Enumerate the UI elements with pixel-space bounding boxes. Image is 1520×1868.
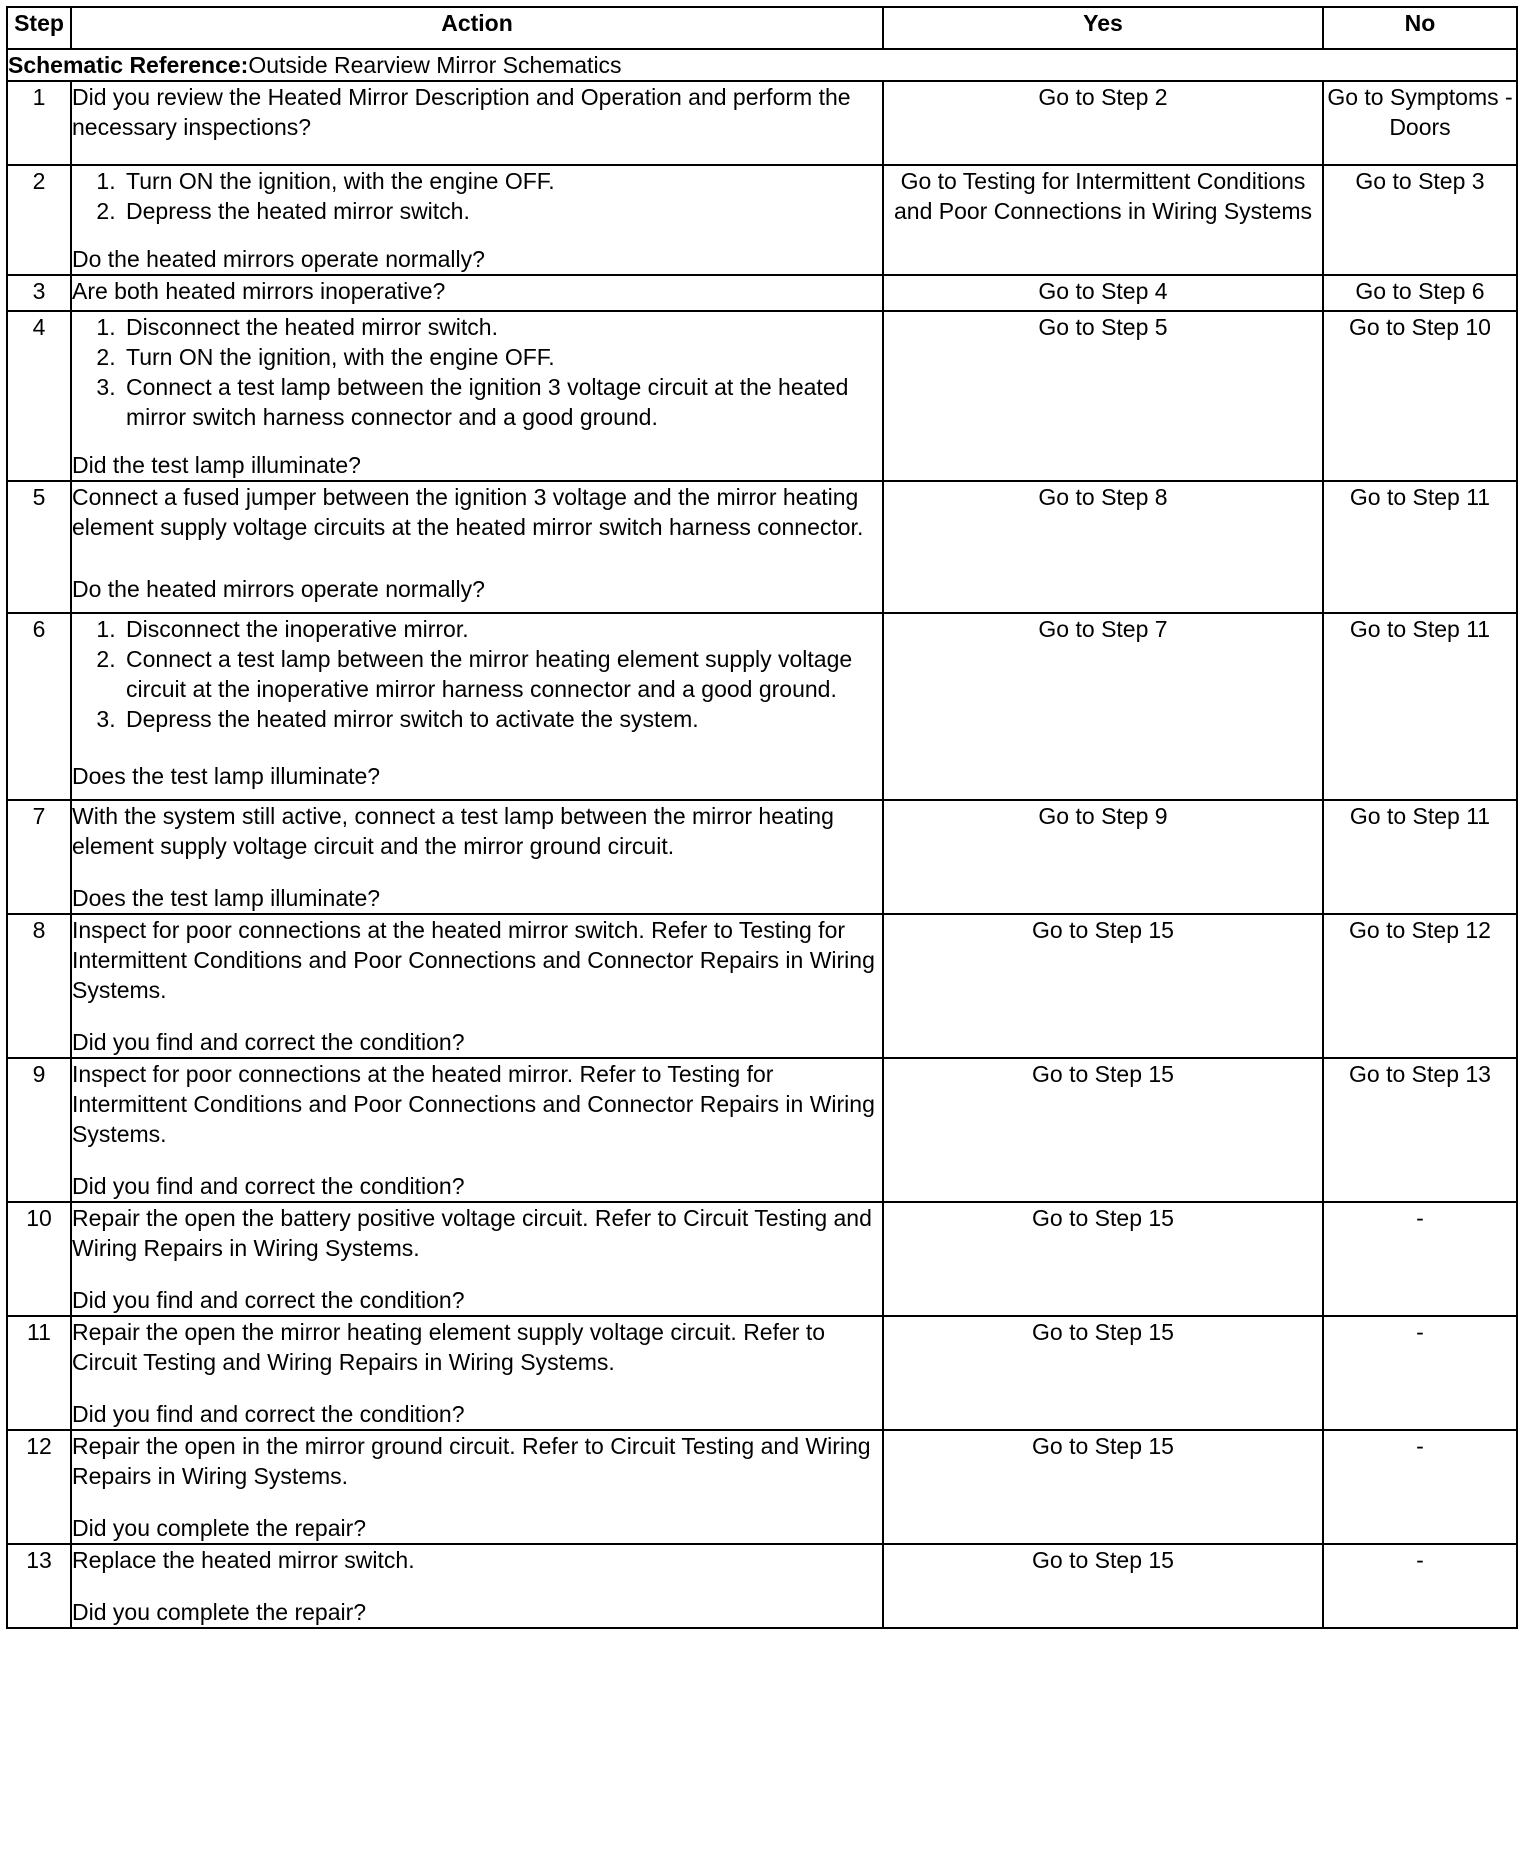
yes-result-link[interactable]: Go to Step 15 [883,1316,1323,1430]
yes-result-link[interactable]: Go to Step 4 [883,275,1323,311]
yes-result-link[interactable]: Go to Step 7 [883,613,1323,800]
step-question: Did you find and correct the condition? [72,1401,465,1427]
schematic-reference-link[interactable]: Outside Rearview Mirror Schematics [248,52,622,78]
step-row [7,1202,1517,1316]
no-result-link[interactable]: Go to Step 11 [1323,800,1517,914]
no-result-link[interactable]: Go to Step 6 [1323,275,1517,311]
step-row [7,481,1517,613]
step-number: 1 [7,81,71,165]
yes-result-link[interactable]: Go to Step 15 [883,1058,1323,1202]
step-question: Did you find and correct the condition? [72,1173,465,1199]
step-instructions-list [72,312,882,432]
step-instructions-list [72,614,882,734]
step-action [71,1544,883,1628]
no-column-header: No [1323,7,1517,49]
step-question: Did you complete the repair? [72,1599,367,1625]
step-question: Did you complete the repair? [72,1515,367,1541]
step-instruction-item: 3. Connect a test lamp between the ignition 3 voltage circuit at the heated mirror switch harness connector and a good ground. [122,372,882,432]
step-number: 13 [7,1544,71,1628]
no-result-link[interactable]: - [1323,1544,1517,1628]
step-number: 10 [7,1202,71,1316]
no-result-link[interactable]: Go to Symptoms - Doors [1323,81,1517,165]
step-number: 5 [7,481,71,613]
step-action [71,613,883,800]
step-question: Did you find and correct the condition? [72,1029,465,1055]
yes-result-link[interactable]: Go to Step 15 [883,914,1323,1058]
yes-result-link[interactable]: Go to Step 5 [883,311,1323,481]
step-instruction: Repair the open the mirror heating element supply voltage circuit. Refer to Circuit Testing and Wiring Repairs in Wiring Systems. [72,1319,826,1375]
step-column-header: Step [7,7,71,49]
step-row [7,1058,1517,1202]
no-result-link[interactable]: - [1323,1316,1517,1430]
step-number: 3 [7,275,71,311]
step-row [7,1316,1517,1430]
step-row [7,165,1517,275]
diagnostic-table [6,6,1518,1629]
step-instruction-item: 1. Disconnect the inoperative mirror. [122,614,882,644]
yes-result-link[interactable]: Go to Step 15 [883,1202,1323,1316]
step-instruction: Replace the heated mirror switch. [72,1547,415,1573]
step-instruction-item: 3. Depress the heated mirror switch to activate the system. [122,704,882,734]
step-question: Did you find and correct the condition? [72,1287,465,1313]
yes-result-link[interactable]: Go to Step 9 [883,800,1323,914]
step-instruction: Repair the open the battery positive voltage circuit. Refer to Circuit Testing and Wiring Repairs in Wiring Systems. [72,1205,872,1261]
no-result-link[interactable]: - [1323,1430,1517,1544]
step-question: Do the heated mirrors operate normally? [72,246,485,272]
no-result-link[interactable]: Go to Step 10 [1323,311,1517,481]
yes-result-link[interactable]: Go to Step 15 [883,1430,1323,1544]
step-instruction: Inspect for poor connections at the heated mirror switch. Refer to Testing for Intermittent Conditions and Poor Connections and Connector Repairs in Wiring Systems. [72,917,875,1003]
step-action [71,311,883,481]
step-action [71,481,883,613]
step-instruction-item: 1. Disconnect the heated mirror switch. [122,312,882,342]
header-row [7,7,1517,49]
step-action [71,1430,883,1544]
step-action [71,81,883,165]
step-number: 8 [7,914,71,1058]
step-instruction-item: 2. Depress the heated mirror switch. [122,196,882,226]
yes-result-link[interactable]: Go to Step 2 [883,81,1323,165]
step-instruction-item: 1. Turn ON the ignition, with the engine OFF. [122,166,882,196]
step-instruction: Did you review the Heated Mirror Description and Operation and perform the necessary inspections? [72,84,851,140]
step-number: 2 [7,165,71,275]
step-number: 11 [7,1316,71,1430]
no-result-link[interactable]: Go to Step 12 [1323,914,1517,1058]
step-number: 7 [7,800,71,914]
step-number: 9 [7,1058,71,1202]
no-result-link[interactable]: - [1323,1202,1517,1316]
step-row [7,914,1517,1058]
step-row [7,800,1517,914]
step-instruction-item: 2. Connect a test lamp between the mirror heating element supply voltage circuit at the inoperative mirror harness connector and a good ground. [122,644,882,704]
step-action [71,914,883,1058]
step-instruction-item: 2. Turn ON the ignition, with the engine OFF. [122,342,882,372]
no-result-link[interactable]: Go to Step 11 [1323,481,1517,613]
yes-result-link[interactable]: Go to Testing for Intermittent Conditions and Poor Connections in Wiring Systems [883,165,1323,275]
step-row [7,81,1517,165]
step-number: 12 [7,1430,71,1544]
step-question: Does the test lamp illuminate? [72,885,381,911]
step-instruction: Repair the open in the mirror ground circuit. Refer to Circuit Testing and Wiring Repairs in Wiring Systems. [72,1433,871,1489]
step-instruction: Connect a fused jumper between the ignition 3 voltage and the mirror heating element supply voltage circuits at the heated mirror switch harness connector. [72,484,864,540]
no-result-link[interactable]: Go to Step 13 [1323,1058,1517,1202]
schematic-reference-label: Schematic Reference: [8,52,249,78]
step-action [71,800,883,914]
yes-result-link[interactable]: Go to Step 15 [883,1544,1323,1628]
no-result-link[interactable]: Go to Step 11 [1323,613,1517,800]
step-action [71,1202,883,1316]
step-row [7,311,1517,481]
step-action [71,165,883,275]
step-number: 6 [7,613,71,800]
yes-result-link[interactable]: Go to Step 8 [883,481,1323,613]
action-column-header: Action [71,7,883,49]
step-question: Did the test lamp illuminate? [72,452,361,478]
step-question: Does the test lamp illuminate? [72,763,381,789]
step-instruction: Inspect for poor connections at the heated mirror. Refer to Testing for Intermittent Conditions and Poor Connections and Connector Repairs in Wiring Systems. [72,1061,875,1147]
step-row [7,1430,1517,1544]
step-number: 4 [7,311,71,481]
step-row [7,1544,1517,1628]
no-result-link[interactable]: Go to Step 3 [1323,165,1517,275]
step-instructions-list [72,166,882,226]
step-action [71,275,883,311]
yes-column-header: Yes [883,7,1323,49]
step-row [7,613,1517,800]
step-row [7,275,1517,311]
step-question: Do the heated mirrors operate normally? [72,576,485,602]
step-action [71,1058,883,1202]
step-action [71,1316,883,1430]
step-question: Are both heated mirrors inoperative? [72,278,446,304]
step-instruction: With the system still active, connect a test lamp between the mirror heating element supply voltage circuit and the mirror ground circuit. [72,803,834,859]
schematic-reference-row [7,49,1517,81]
